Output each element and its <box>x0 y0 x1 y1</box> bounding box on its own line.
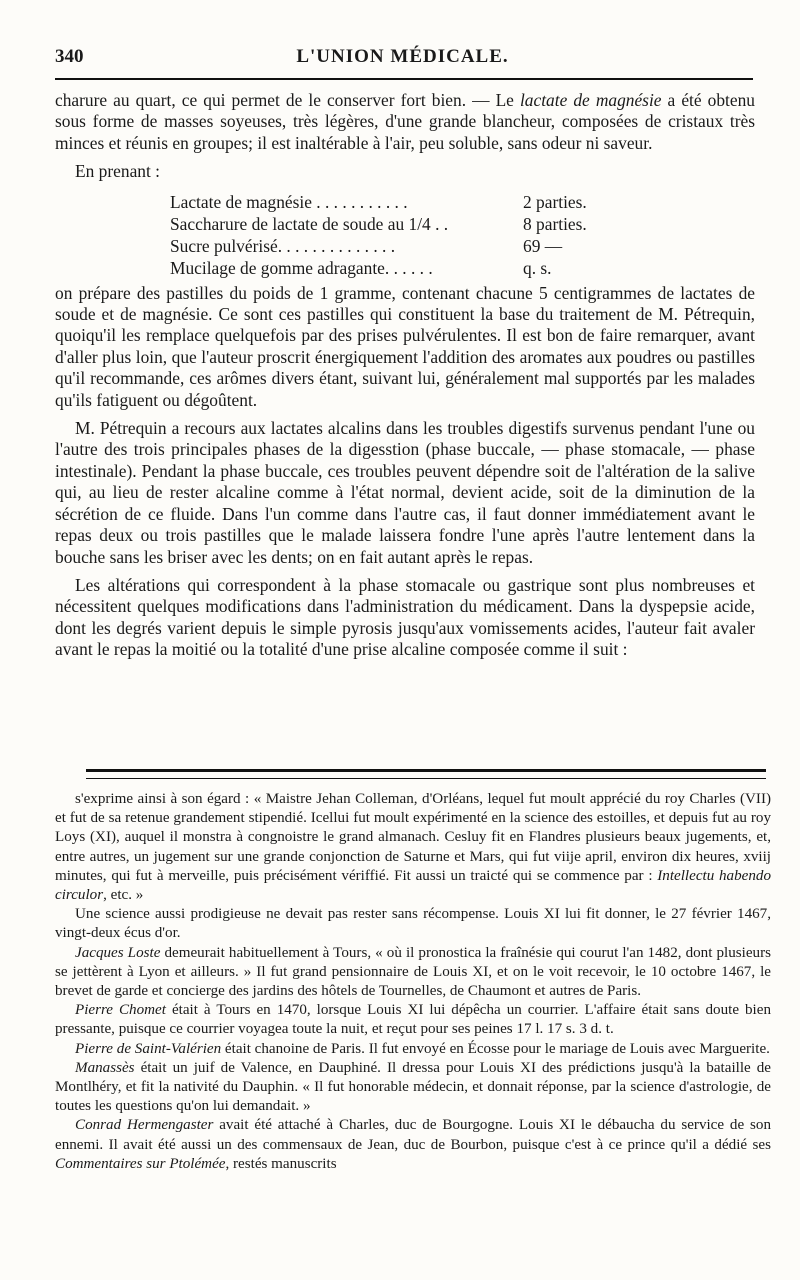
page-number: 340 <box>55 46 84 67</box>
footnote-paragraph <box>55 1040 771 1059</box>
recipe-row <box>170 213 587 235</box>
footnote-separator-rule <box>86 769 766 779</box>
text-run: s'exprime ainsi à son égard : « Maistre Jehan Colleman, d'Orléans, lequel fut moult apprécié du roy Charles (VII) et fut de sa retenue grandement stipendié. Icellui fut moult expérimenté en la science des estoilles, et depuis fut au roy Loys (XI), auquel il monstra à congnoistre le grand almanach. Cesluy fit en Flandres plusieurs beaux jugements, et, entre autres, un jugement sur une grande conjonction de Saturne et Mars, qui fut viije april, environ dix heures, xviij minutes, qui fut à merveille, puis précisément vériffié. Fit aussi un traicté qui se commence par : <box>55 791 771 884</box>
text-run: , etc. » <box>103 887 144 904</box>
text-run: , restés manuscrits <box>225 1155 337 1172</box>
recipe-row <box>170 235 587 257</box>
recipe-ingredient: Sucre pulvérisé. . . . . . . . . . . . . . <box>170 235 396 256</box>
running-header <box>55 42 750 72</box>
person-name: Conrad Hermengaster <box>75 1117 214 1134</box>
text-run: charure au quart, ce qui permet de le conserver fort bien. — Le <box>55 90 520 110</box>
person-name: Pierre Chomet <box>75 1002 166 1019</box>
footnote-paragraph <box>55 790 771 905</box>
emphasis: Intellectu habendo circulor <box>55 867 771 904</box>
person-name: Manassès <box>75 1059 135 1076</box>
emphasis: lactate de magnésie <box>519 90 662 110</box>
recipe-quantity: q. s. <box>523 257 552 278</box>
paragraph: M. Pétrequin a recours aux lactates alcalins dans les troubles digestifs survenus pendant l'une ou l'autre des trois principales phases de la digesstion (phase buccale, — phase stomacale, — phase intestinale). Pendant la phase buccale, ces troubles peuvent dépendre soit de l'altération de la salive qui, au lieu de rester alcaline comme à l'état normal, devient acide, soit de la diminution de la sécrétion de ce fluide. Dans l'un comme dans l'autre cas, il faut donner immédiatement avant le repas deux ou trois pastilles que le malade laissera fondre l'une après l'autre lentement dans la bouche sans les briser avec les dents; on en fait autant après le repas. <box>55 418 755 567</box>
paragraph: on prépare des pastilles du poids de 1 gramme, contenant chacune 5 centigrammes de lactates de soude et de magnésie. Ce sont ces pastilles qui constituent la base du traitement de M. Pétrequin, quoiqu'il les remplace quelquefois par des prises pulvérulentes. Il est bon de faire remarquer, avant d'aller plus loin, que l'auteur proscrit énergiquement l'addition des aromates aux poudres ou pastilles qu'il recommande, ces arômes divers étant, suivant lui, généralement mal supportés par les malades qu'ils fatiguent ou dégoûtent. <box>55 282 755 410</box>
main-text <box>55 90 755 661</box>
journal-title: L'UNION MÉDICALE. <box>296 46 509 67</box>
recipe-ingredient: Saccharure de lactate de soude au 1/4 . . <box>170 213 449 234</box>
person-name: Jacques Loste <box>75 944 161 961</box>
recipe-ingredient: Mucilage de gomme adragante. . . . . . <box>170 257 433 278</box>
paragraph: Les altérations qui correspondent à la phase stomacale ou gastrique sont plus nombreuses et nécessitent quelques modifications dans l'administration du médicament. Dans la dyspepsie acide, dont les degrés varient depuis le simple pyrosis jusqu'aux vomissements acides, l'auteur fait avaler avant le repas la moitié ou la totalité d'une prise alcaline composée comme il suit : <box>55 574 755 660</box>
recipe-row <box>170 257 587 279</box>
recipe-ingredient: Lactate de magnésie . . . . . . . . . . . <box>170 191 408 212</box>
text-run: avait été attaché à Charles, duc de Bourgogne. Louis XI le débaucha du service de son ennemi. Il avait été aussi un des commensaux de Jean, duc de Bourbon, puisque c'est à ce prince qu'il a dédié ses <box>55 1117 771 1153</box>
emphasis: Commentaires sur Ptolémée <box>55 1155 226 1172</box>
recipe-row <box>170 191 587 213</box>
text-run: était un juif de Valence, en Dauphiné. Il dressa pour Louis XI des prédictions jusqu'à la bataille de Montlhéry, et fit la nativité du Dauphin. « Il fut honorable médecin, et donnait réponse, par la science d'astrologie, de toutes les questions qu'on lui demandait. » <box>55 1059 771 1115</box>
paragraph <box>55 90 755 154</box>
text-run: était chanoine de Paris. Il fut envoyé en Écosse pour le mariage de Louis avec Marguerite. <box>221 1040 770 1057</box>
text-run: demeurait habituellement à Tours, « où il pronostica la fraînésie qui courut l'an 1482, dont plusieurs se jettèrent à Lyon et ailleurs. » Il fut grand pensionnaire de Louis XI, et on le voit recevoir, le 10 octobre 1467, le brevet de garde et concierge des jardins des hôtels de Tournelles, de Chaumont et autres de Paris. <box>55 944 771 1000</box>
footnote-paragraph <box>55 1116 771 1174</box>
text-run: était à Tours en 1470, lorsque Louis XI lui dépêcha un courrier. L'affaire était sans doute bien pressante, puisque ce courrier voyagea toute la nuit, et reçut pour ses peines 17 l. 17 s. 3 d. t. <box>55 1002 771 1038</box>
recipe-quantity: 69 — <box>523 235 563 256</box>
recipe-quantity: 8 parties. <box>523 213 587 234</box>
text-run: a été obtenu sous forme de masses soyeuses, très légères, d'une grande blancheur, composées de cristaux très minces et réunis en groupes; il est inaltérable à l'air, peu soluble, sans odeur ni saveur. <box>55 90 755 153</box>
recipe-table <box>170 191 587 279</box>
person-name: Pierre de Saint-Valérien <box>75 1040 222 1057</box>
footnote-paragraph <box>55 1001 771 1039</box>
paragraph: En prenant : <box>75 161 160 182</box>
header-rule <box>55 78 753 80</box>
footnote-paragraph <box>55 1059 771 1117</box>
footnote-paragraph: Une science aussi prodigieuse ne devait pas rester sans récompense. Louis XI lui fit donner, le 27 février 1467, vingt-deux écus d'or. <box>55 906 771 942</box>
footnote-block <box>55 790 771 1174</box>
recipe-quantity: 2 parties. <box>523 191 587 212</box>
footnote-paragraph <box>55 944 771 1002</box>
